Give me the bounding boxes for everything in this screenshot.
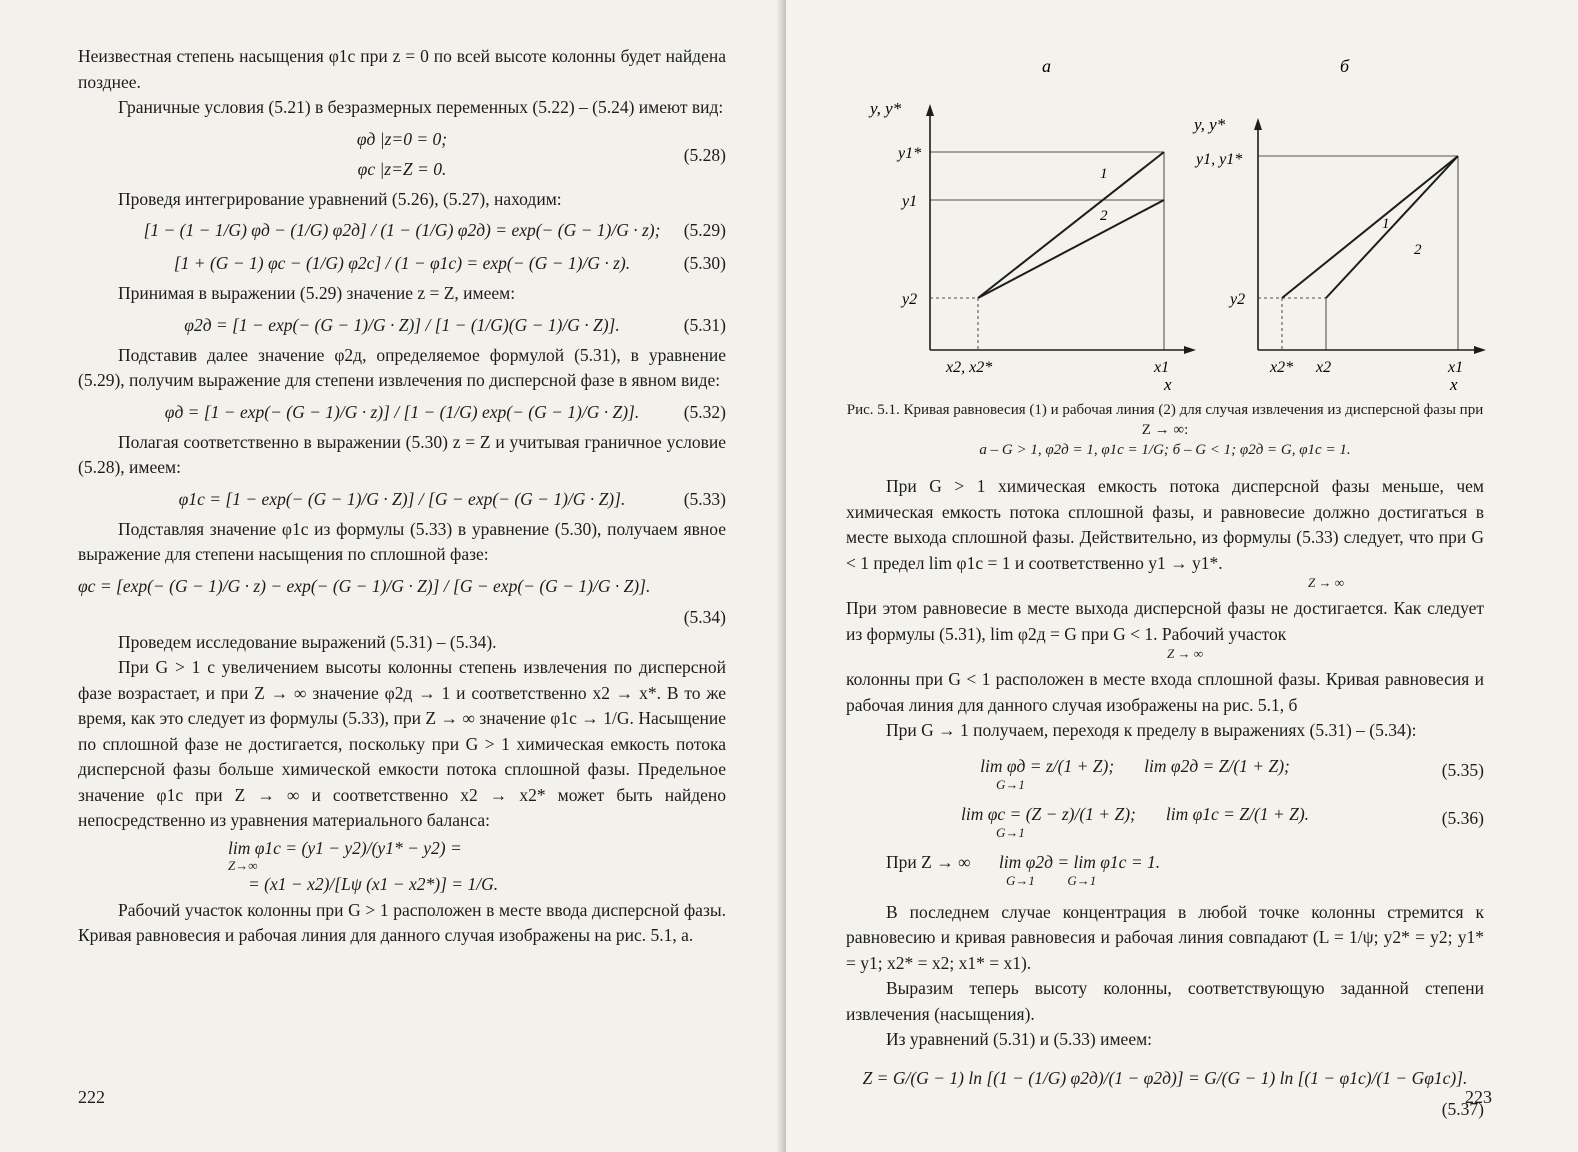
equation-body: φc = [exp(− (G − 1)/G · z) − exp(− (G − 1)/G · Z)] / [G − exp(− (G − 1)/G · Z)]. <box>78 575 651 596</box>
equation-5-36 <box>846 802 1484 840</box>
equation-subscript: Z→∞ <box>228 857 258 873</box>
x-axis-label: x <box>1164 375 1172 392</box>
equation-part: lim φc = (Z − z)/(1 + Z); <box>960 803 1136 824</box>
equation-balance <box>78 837 726 895</box>
equation-subscript: G→1 <box>996 776 1025 792</box>
x-axis-arrow <box>1474 346 1486 354</box>
panel-a <box>868 99 1196 392</box>
operating-line-2 <box>1326 156 1458 298</box>
tick-x1: x1 <box>1448 359 1464 376</box>
equilibrium-line-1 <box>1282 156 1458 298</box>
equation-line: φд |z=0 = 0; <box>356 128 448 149</box>
paragraph: Подставив далее значение φ2д, определяемое формулой (5.31), в уравнение (5.29), получим выражение для степени извлечения по дисперсной фазе в явном виде: <box>78 344 726 390</box>
y-axis-arrow <box>926 104 934 116</box>
line-label-1: 1 <box>1382 216 1390 232</box>
paragraph: колонны при G < 1 расположен в месте входа сплошной фазы. Кривая равновесия и рабочая линия для данного случая изображены на рис. 5.1, б <box>846 669 1484 715</box>
tick-y1: y1 <box>902 193 918 210</box>
figure-caption <box>846 400 1484 460</box>
limit-subscript: Z → ∞ <box>1167 646 1203 661</box>
y-axis-arrow <box>1254 118 1262 130</box>
equation-line: = (x1 − x2)/[Lψ (x1 − x2*)] = 1/G. <box>248 873 499 894</box>
equation-limit-infinity <box>846 850 1484 888</box>
caption-legend: а – G > 1, φ2д = 1, φ1c = 1/G; б – G < 1; φ2д = G, φ1c = 1. <box>979 442 1351 458</box>
operating-line-2 <box>978 200 1164 298</box>
equation-5-28 <box>78 124 726 184</box>
tick-y2: y2 <box>902 291 918 308</box>
paragraph: При этом равновесие в месте выхода дисперсной фазы не достигается. Как следует из формулы (5.31), lim φ2д = G при G < 1. Рабочий участок <box>846 598 1484 644</box>
equation-body: [1 − (1 − 1/G) φд − (1/G) φ2д] / (1 − (1/G) φ2д) = exp(− (G − 1)/G · z); <box>143 220 661 240</box>
equation-body: [1 + (G − 1) φc − (1/G) φ2c] / (1 − φ1c) = exp(− (G − 1)/G · z). <box>173 253 631 273</box>
paragraph: Полагая соответственно в выражении (5.30) z = Z и учитывая граничное условие (5.28), имеем: <box>78 431 726 477</box>
equation-5-31 <box>78 310 726 340</box>
page-223 <box>786 0 1578 1152</box>
equation-body: φд = [1 − exp(− (G − 1)/G · z)] / [1 − (1/G) exp(− (G − 1)/G · Z)]. <box>164 401 640 422</box>
equation-lead: При Z → ∞ <box>886 851 971 872</box>
equation-5-34 <box>78 571 726 601</box>
equation-number: (5.36) <box>1441 807 1484 828</box>
tick-x2-x2star: x2, x2* <box>946 359 993 376</box>
equation-body: φ2д = [1 − exp(− (G − 1)/G · Z)] / [1 − (1/G)(G − 1)/G · Z)]. <box>184 314 620 335</box>
limit-subscript: Z → ∞ <box>1308 575 1344 590</box>
paragraph: Проведем исследование выражений (5.31) – (5.34). <box>118 631 497 652</box>
equation-5-35 <box>846 754 1484 792</box>
equation-line: φc |z=Z = 0. <box>357 158 447 179</box>
tick-y1star: y1* <box>898 145 922 162</box>
equation-number: (5.33) <box>683 488 726 509</box>
tick-y2: y2 <box>1230 291 1246 308</box>
paragraph: Граничные условия (5.21) в безразмерных переменных (5.22) – (5.24) имеют вид: <box>118 97 724 117</box>
equation-row <box>846 802 1484 826</box>
equation-part: lim φд = z/(1 + Z); <box>980 755 1115 776</box>
equation-number: (5.37) <box>1441 1098 1484 1119</box>
equation-number: (5.34) <box>683 606 726 627</box>
paragraph: Проведя интегрирование уравнений (5.26), (5.27), находим: <box>118 188 562 209</box>
line-label-2: 2 <box>1414 242 1422 258</box>
equation-part: lim φ1c = Z/(1 + Z). <box>1165 803 1310 824</box>
equation-5-29 <box>78 215 726 245</box>
equation-line: lim φ1c = (y1 − y2)/(y1* − y2) = <box>228 837 462 858</box>
equation-number: (5.32) <box>683 401 726 422</box>
equation-5-37 <box>846 1063 1484 1093</box>
equation-number: (5.28) <box>683 144 726 165</box>
equation-number: (5.30) <box>683 253 726 273</box>
tick-x2star: x2* <box>1270 359 1294 376</box>
equation-5-30 <box>78 248 726 278</box>
page-222 <box>0 0 786 1152</box>
line-label-1: 1 <box>1100 166 1108 182</box>
line-label-2: 2 <box>1100 208 1108 224</box>
x-axis-arrow <box>1184 346 1196 354</box>
y-axis-label: y, y* <box>1194 115 1226 134</box>
paragraph: При G → 1 получаем, переходя к пределу в выражениях (5.31) – (5.34): <box>886 720 1417 740</box>
equilibrium-line-1 <box>978 152 1164 298</box>
tick-x2: x2 <box>1316 359 1332 376</box>
tick-y1-y1star: y1, y1* <box>1196 151 1243 168</box>
paragraph: Выразим теперь высоту колонны, соответствующую заданной степени извлечения (насыщения). <box>846 978 1484 1024</box>
page-number: 222 <box>78 1087 105 1107</box>
equation-subscript: G→1 G→1 <box>1006 872 1097 888</box>
page-number: 223 <box>1465 1087 1492 1107</box>
paragraph: Неизвестная степень насыщения φ1c при z = 0 по всей высоте колонны будет найдена позднее. <box>78 46 726 92</box>
panel-label-a: а <box>1042 56 1051 76</box>
panel-b <box>1192 115 1486 392</box>
panel-label-b: б <box>1340 56 1350 76</box>
paragraph: Подставляя значение φ1c из формулы (5.33) в уравнение (5.30), получаем явное выражение для степени насыщения по сплошной фазе: <box>78 518 726 564</box>
equation-number: (5.29) <box>683 220 726 240</box>
paragraph: Принимая в выражении (5.29) значение z = Z, имеем: <box>118 283 516 303</box>
equation-5-32 <box>78 397 726 427</box>
y-axis-label: y, y* <box>870 99 902 118</box>
caption-text: Рис. 5.1. Кривая равновесия (1) и рабочая линия (2) для случая извлечения из дисперсной фазы при Z → ∞: <box>846 402 1484 438</box>
tick-x1: x1 <box>1154 359 1170 376</box>
paragraph: Рабочий участок колонны при G > 1 расположен в месте ввода дисперсной фазы. Кривая равновесия и рабочая линия для данного случая изображены на рис. 5.1, а. <box>78 899 726 945</box>
equation-number: (5.31) <box>683 314 726 335</box>
figure-5-1-diagram <box>846 40 1486 392</box>
x-axis-label: x <box>1450 375 1458 392</box>
equation-row <box>846 754 1484 778</box>
equation-number: (5.35) <box>1441 759 1484 780</box>
paragraph: В последнем случае концентрация в любой точке колонны стремится к равновесию и кривая равновесия и рабочая линия совпадают (L = 1/ψ; y2* = y2; y1* = y1; x2* = x2; x1* = x1). <box>846 901 1484 973</box>
equation-body: Z = G/(G − 1) ln [(1 − (1/G) φ2д)/(1 − φ2д)] = G/(G − 1) ln [(1 − φ1c)/(1 − Gφ1c)]. <box>862 1067 1468 1088</box>
equation-part: lim φ2д = Z/(1 + Z); <box>1144 755 1290 776</box>
equation-part: lim φ2д = lim φ1c = 1. <box>998 851 1161 872</box>
equation-5-33 <box>78 484 726 514</box>
equation-row <box>846 850 1484 874</box>
paragraph: Из уравнений (5.31) и (5.33) имеем: <box>886 1029 1153 1049</box>
figure-5-1 <box>846 40 1484 392</box>
equation-body: φ1c = [1 − exp(− (G − 1)/G · Z)] / [G − exp(− (G − 1)/G · Z)]. <box>178 488 626 509</box>
equation-subscript: G→1 <box>996 824 1025 840</box>
paragraph: При G > 1 химическая емкость потока дисперсной фазы меньше, чем химическая емкость потока сплошной фазы, и равновесие должно достигаться в месте выхода сплошной фазы. Действительно, из формулы (5.33) следует, что при G < 1 предел lim φ1c = 1 и соответственно y1 → y1*. <box>846 476 1484 573</box>
paragraph: При G > 1 с увеличением высоты колонны степень извлечения по дисперсной фазе возрастает, и при Z → ∞ значение φ2д → 1 и соответственно x2 → x*. В то же время, как это следует из формулы (5.33), при Z → ∞ значение φ1c → 1/G. Насыщение по сплошной фазе не достигается, поскольку при G > 1 химическая емкость потока дисперсной фазы больше химической емкости потока сплошной фазы. Предельное значение φ1c при Z → ∞ и соответственно x2 → x2* может быть найдено непосредственно из уравнения материального баланса: <box>78 657 726 830</box>
